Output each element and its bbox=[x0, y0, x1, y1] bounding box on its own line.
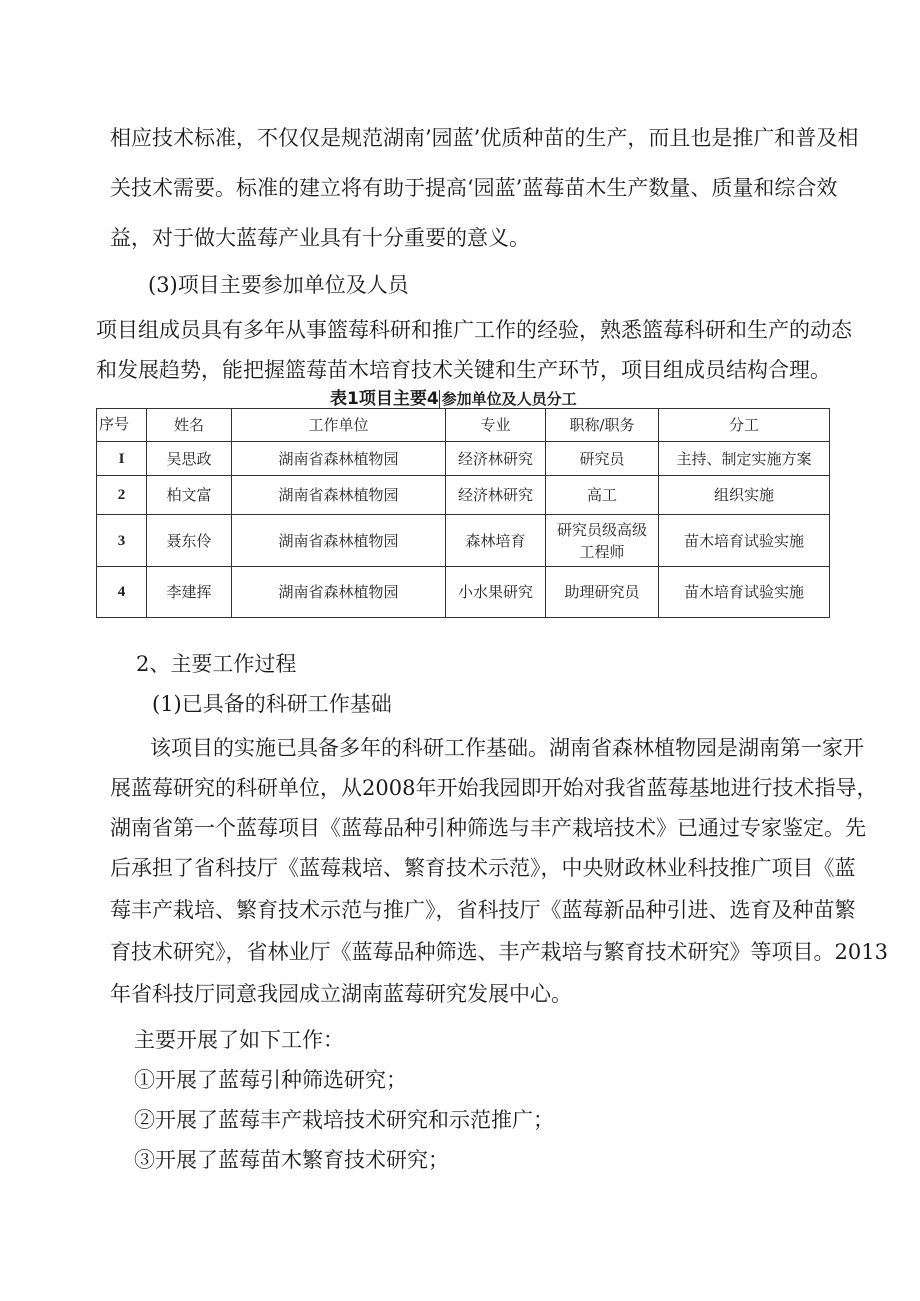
row-major: 森林培育 bbox=[446, 515, 546, 567]
intro-line-3: 益，对于做大蓝莓产业具有十分重要的意义。 bbox=[110, 226, 530, 250]
header-name: 姓名 bbox=[147, 409, 232, 442]
row-role: 苗木培育试验实施 bbox=[659, 567, 830, 618]
section2-heading: 2、主要工作过程 bbox=[136, 652, 297, 676]
row-major: 小水果研究 bbox=[446, 567, 546, 618]
section3-heading: (3)项目主要参加单位及人员 bbox=[148, 273, 409, 297]
table-header-row bbox=[97, 409, 830, 442]
staff-table bbox=[96, 408, 830, 618]
table-caption-b: 参加单位及人员分工 bbox=[439, 390, 577, 408]
row-name: 柏文富 bbox=[147, 476, 232, 515]
header-index: 序号 bbox=[97, 409, 147, 442]
table-caption bbox=[330, 384, 577, 408]
section3-para-line-1: 项目组成员具有多年从事篮莓科研和推广工作的经验，熟悉篮莓科研和生产的动态 bbox=[96, 318, 852, 342]
row-title: 高工 bbox=[546, 476, 659, 515]
table-row bbox=[97, 442, 830, 476]
section3-para-line-2: 和发展趋势，能把握篮莓苗木培育技术关键和生产环节，项目组成员结构合理。 bbox=[96, 358, 831, 382]
row-title: 助理研究员 bbox=[546, 567, 659, 618]
row-name: 吴思政 bbox=[147, 442, 232, 476]
row-name: 聂东伶 bbox=[147, 515, 232, 567]
row-role: 主持、制定实施方案 bbox=[659, 442, 830, 476]
row-index: 3 bbox=[97, 515, 147, 567]
work-item-2: ②开展了蓝莓丰产栽培技术研究和示范推广； bbox=[134, 1108, 554, 1132]
section2-para-line-7: 年省科技厅同意我园成立湖南蓝莓研究发展中心。 bbox=[110, 982, 572, 1006]
row-name: 李建挥 bbox=[147, 567, 232, 618]
row-role: 苗木培育试验实施 bbox=[659, 515, 830, 567]
header-title: 职称/职务 bbox=[546, 409, 659, 442]
header-unit: 工作单位 bbox=[232, 409, 446, 442]
row-unit: 湖南省森林植物园 bbox=[232, 515, 446, 567]
table-row bbox=[97, 567, 830, 618]
table-row bbox=[97, 515, 830, 567]
row-unit: 湖南省森林植物园 bbox=[232, 442, 446, 476]
row-title: 研究员 bbox=[546, 442, 659, 476]
section2-para-line-6: 育技术研究》，省林业厅《蓝莓品种筛选、丰产栽培与繁育技术研究》等项目。2013 bbox=[110, 940, 888, 964]
section2-para-line-4: 后承担了省科技厅《蓝莓栽培、繁育技术示范》，中央财政林业科技推广项目《蓝 bbox=[110, 856, 856, 880]
row-index: 2 bbox=[97, 476, 147, 515]
row-role: 组织实施 bbox=[659, 476, 830, 515]
table-row bbox=[97, 476, 830, 515]
table-caption-a: 表1项目主要4 bbox=[330, 389, 439, 409]
section2-sub1: (1)已具备的科研工作基础 bbox=[152, 692, 392, 716]
section2-para-line-1: 该项目的实施已具备多年的科研工作基础。湖南省森林植物园是湖南第一家开 bbox=[150, 736, 864, 760]
section2-para-line-3: 湖南省第一个蓝莓项目《蓝莓品种引种筛选与丰产栽培技术》已通过专家鉴定。先 bbox=[110, 816, 866, 840]
header-role: 分工 bbox=[659, 409, 830, 442]
section2-para-line-2: 展蓝莓研究的科研单位，从2008年开始我园即开始对我省蓝莓基地进行技术指导， bbox=[110, 776, 878, 800]
work-item-3: ③开展了蓝莓苗木繁育技术研究； bbox=[134, 1148, 449, 1172]
intro-line-2: 关技术需要。标准的建立将有助于提高‘园蓝’蓝莓苗木生产数量、质量和综合效 bbox=[110, 176, 838, 200]
row-title: 研究员级高级工程师 bbox=[546, 515, 659, 567]
intro-line-1: 相应技术标准，不仅仅是规范湖南’园蓝’优质种苗的生产，而且也是推广和普及相 bbox=[110, 126, 859, 150]
work-item-1: ①开展了蓝莓引种筛选研究； bbox=[134, 1068, 407, 1092]
row-unit: 湖南省森林植物园 bbox=[232, 476, 446, 515]
row-index: I bbox=[97, 442, 147, 476]
row-unit: 湖南省森林植物园 bbox=[232, 567, 446, 618]
work-intro: 主要开展了如下工作： bbox=[134, 1028, 344, 1052]
row-major: 经济林研究 bbox=[446, 476, 546, 515]
row-major: 经济林研究 bbox=[446, 442, 546, 476]
header-major: 专业 bbox=[446, 409, 546, 442]
section2-para-line-5: 莓丰产栽培、繁育技术示范与推广》，省科技厅《蓝莓新品种引进、选育及种苗繁 bbox=[110, 898, 856, 922]
row-index: 4 bbox=[97, 567, 147, 618]
